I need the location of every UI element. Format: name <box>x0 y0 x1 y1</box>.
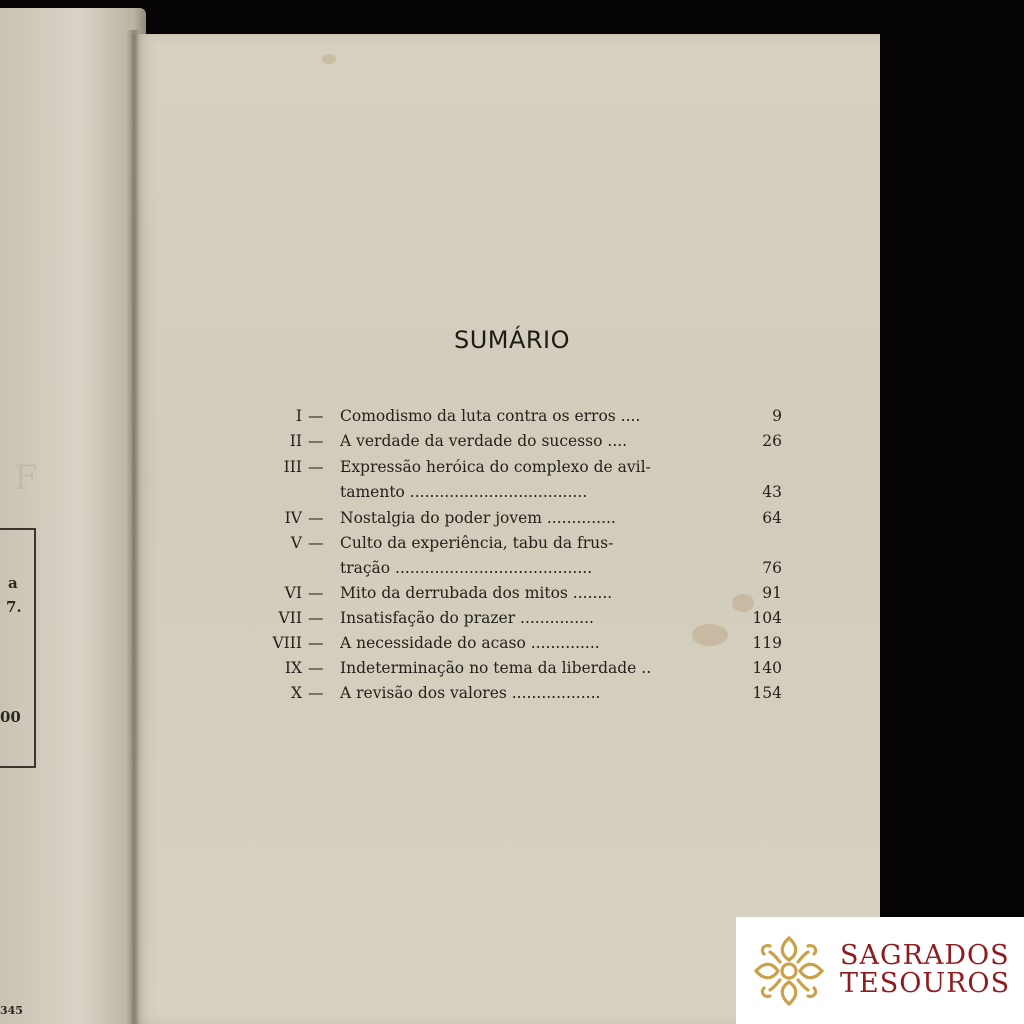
toc-entry-page: 140 <box>752 659 782 677</box>
toc-entry-dash: — <box>308 534 324 552</box>
toc-entry-title: Nostalgia do poder jovem .............. <box>340 509 616 527</box>
toc-entry-numeral: V <box>290 534 302 552</box>
brand-name-line2: TESOUROS <box>840 968 1011 999</box>
book-gutter <box>126 30 140 1024</box>
toc-entry-dash: — <box>308 659 324 677</box>
toc-entry-numeral: I <box>295 407 302 425</box>
left-page-faint-print: F <box>14 458 40 498</box>
toc-entry-numeral: VIII <box>272 634 302 652</box>
toc-entry-numeral: X <box>290 684 302 702</box>
toc-entry-title: Comodismo da luta contra os erros .... <box>340 407 641 425</box>
toc-entry-title: tamento .................................... <box>340 483 588 501</box>
left-page-fragment: 00 <box>0 708 21 726</box>
toc-entry-dash: — <box>308 584 324 602</box>
left-page-rule-bottom <box>0 766 36 768</box>
toc-entry-title: Mito da derrubada dos mitos ........ <box>340 584 613 602</box>
toc-entry-page: 154 <box>752 684 782 702</box>
toc-title: SUMÁRIO <box>453 326 571 354</box>
toc-entry-page: 9 <box>772 407 782 425</box>
toc-entry-numeral: VII <box>278 609 302 627</box>
toc-entry-title: Insatisfação do prazer ............... <box>340 609 594 627</box>
toc-entry-dash: — <box>308 609 324 627</box>
toc-entry-dash: — <box>308 509 324 527</box>
toc-entry-numeral: IV <box>284 509 302 527</box>
toc-entry-page: 119 <box>752 634 782 652</box>
left-page-rule-top <box>0 528 36 530</box>
toc-entry-page: 64 <box>762 509 782 527</box>
toc-entry-title: tração ........................................ <box>340 559 593 577</box>
left-page-fragment: 7. <box>6 598 22 616</box>
toc-entry-dash: — <box>308 634 324 652</box>
toc-entry-title: A verdade da verdade do sucesso .... <box>340 432 628 450</box>
toc-entry-title: A revisão dos valores .................. <box>340 684 601 702</box>
toc-entry-page: 91 <box>762 584 782 602</box>
toc-entry-page: 43 <box>762 483 782 501</box>
paper-stain <box>322 54 336 64</box>
toc-entry-numeral: VI <box>284 584 302 602</box>
toc-entry-title: Culto da experiência, tabu da frus- <box>340 534 614 552</box>
toc-entry-dash: — <box>308 432 324 450</box>
toc-entry-numeral: II <box>289 432 302 450</box>
ornamental-cross-icon <box>750 932 828 1010</box>
toc-entry-dash: — <box>308 407 324 425</box>
left-page-fragment: a <box>8 574 18 592</box>
brand-watermark <box>736 917 1024 1024</box>
toc-entry-title: Indeterminação no tema da liberdade .. <box>340 659 652 677</box>
toc-entry-page: 76 <box>762 559 782 577</box>
left-page <box>0 8 146 1024</box>
brand-name-line1: SAGRADOS <box>840 940 1010 971</box>
left-page-rule-side <box>34 528 36 768</box>
toc-entry-dash: — <box>308 684 324 702</box>
toc-entry-dash: — <box>308 458 324 476</box>
toc-entry-numeral: IX <box>284 659 302 677</box>
toc-entry-title: Expressão heróica do complexo de avil- <box>340 458 651 476</box>
toc-entry-title: A necessidade do acaso .............. <box>340 634 600 652</box>
left-page-fragment: 345 <box>0 1004 23 1017</box>
toc-entry-page: 26 <box>762 432 782 450</box>
toc-entry-page: 104 <box>752 609 782 627</box>
toc-entry-numeral: III <box>283 458 302 476</box>
